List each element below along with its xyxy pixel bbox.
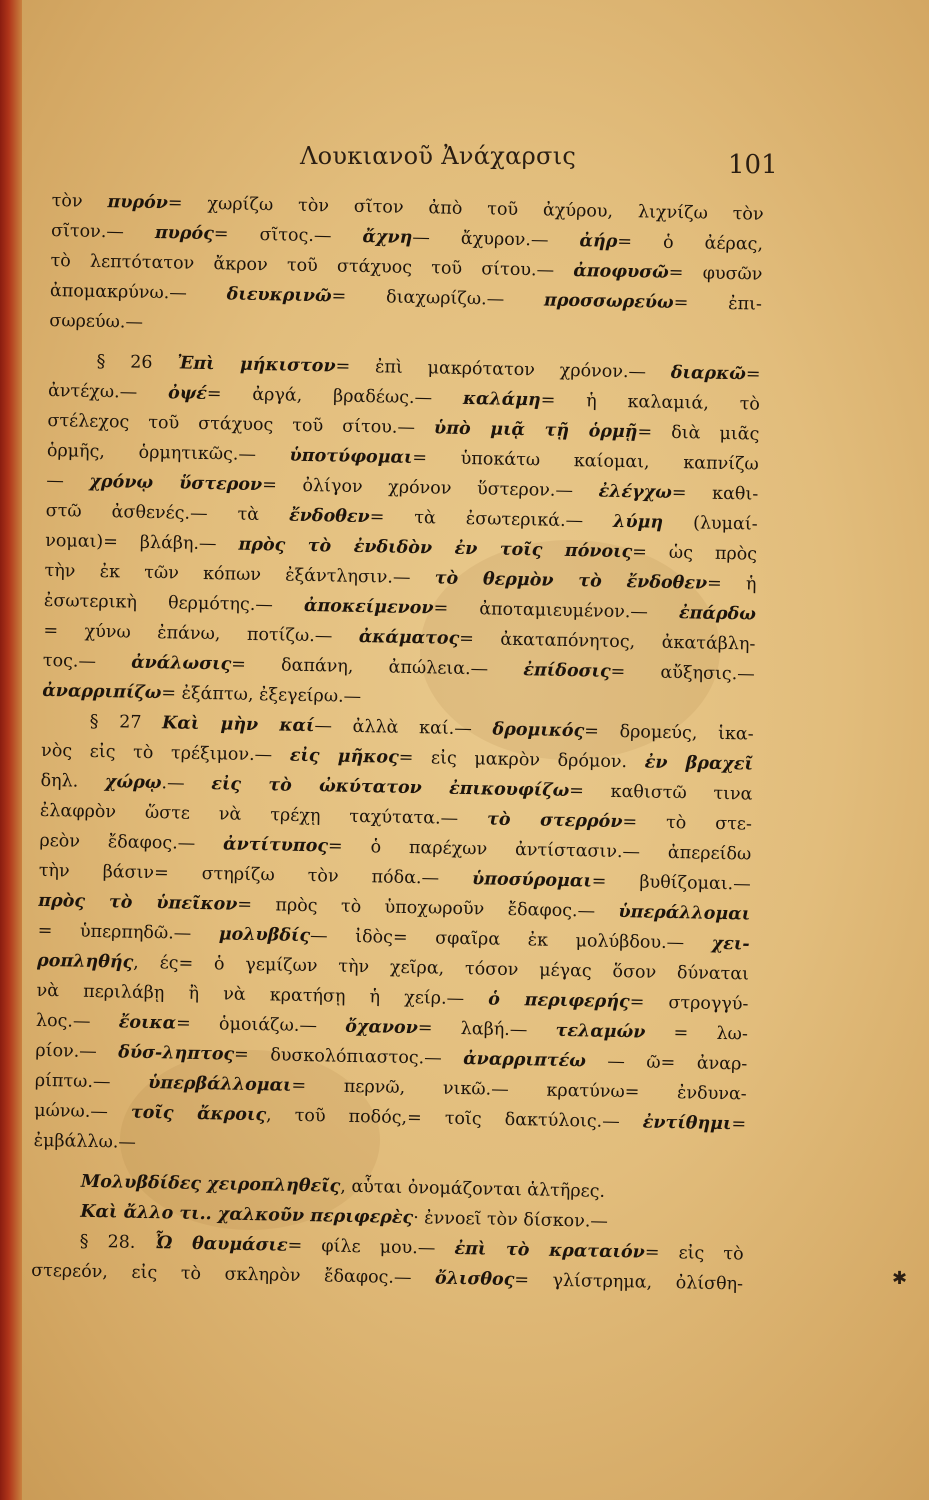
definition-text: νὰ περιλάβῃ ἢ νὰ κρατήσῃ ἡ χείρ.— <box>36 980 489 1010</box>
headword: ὄχανον <box>345 1016 419 1039</box>
definition-text: ρίον.— <box>35 1040 119 1063</box>
definition-text: ἐλαφρὸν ὥστε νὰ τρέχῃ ταχύτατα.— <box>39 800 488 830</box>
definition-text: = γλίστρημα, ὀλίσθη- <box>514 1270 744 1295</box>
definition-text: ἀπομακρύνω.— <box>49 280 227 305</box>
definition-text: = φυσῶν <box>668 262 763 285</box>
definition-text: μώνω.— <box>34 1100 132 1123</box>
headword: ὑπεράλλομαι <box>618 902 751 925</box>
headword: δρομικός <box>492 719 585 742</box>
headword: ὑποσύρομαι <box>471 869 592 892</box>
headword: χει- <box>711 933 750 955</box>
definition-text: = δαπάνη, ἀπώλεια.— <box>231 654 524 681</box>
headword: μολυβδίς <box>218 924 311 947</box>
headword: δύσ-ληπτος <box>118 1042 235 1065</box>
definition-text: = καθιστῶ τινα <box>569 781 753 805</box>
definition-text: = <box>745 364 761 385</box>
headword: ἔνδοθεν <box>288 505 370 528</box>
definition-text: τος.— <box>42 650 132 673</box>
headword: ροπληθής <box>36 950 134 973</box>
margin-mark: ✱ <box>892 1268 908 1289</box>
definition-text: = περνῶ, νικῶ.— κρατύνω= ἐνδυνα- <box>291 1075 747 1105</box>
definition-text: = τὸ στε- <box>622 812 753 835</box>
page-number: 101 <box>728 150 778 180</box>
headword: χρόνῳ ὕστερον <box>89 471 263 496</box>
definition-text: = διαχωρίζω.— <box>331 286 545 311</box>
definition-text: ρεὸν ἔδαφος.— <box>39 830 224 855</box>
definition-text: = ἡ καλαμιά, τὸ <box>540 390 761 415</box>
headword: τελαμών <box>555 1020 646 1043</box>
definition-text: = <box>731 1114 747 1135</box>
headword: ὀψέ <box>167 383 208 405</box>
definition-text: = ἀποταμιευμένον.— <box>433 598 680 624</box>
headword: ἐπίδοσις <box>523 660 611 682</box>
definition-text: = καθι- <box>671 482 759 505</box>
headword: Ὦ θαυμάσιε <box>154 1233 288 1256</box>
definition-text: , ές= ὁ γεμίζων τὴν χεῖρα, τόσον μέγας ὅσον δύναται <box>133 952 750 985</box>
definition-text: = ὁ παρέχων ἀντίστασιν.— ἀπερείδω <box>327 836 752 865</box>
definition-text: ἐμβάλλω.— <box>33 1130 137 1153</box>
definition-text: = εἰς μακρὸν δρόμον. <box>398 747 645 773</box>
definition-text: = λω- <box>645 1022 749 1045</box>
definition-text: = φίλε μου.— <box>287 1235 455 1259</box>
definition-text: τὸ λεπτότατον ἄκρον τοῦ στάχυος τοῦ σίτου.— <box>50 250 574 282</box>
headword: λύμη <box>612 511 664 533</box>
definition-text: = ὀλίγον χρόνον ὕστερον.— <box>261 475 599 502</box>
definition-text: .— <box>161 773 212 795</box>
definition-text: νομαι)= βλάβη.— <box>44 530 239 555</box>
headword: διαρκῶ <box>670 362 747 385</box>
headword: ἐλέγχω <box>598 481 673 503</box>
headword: ἀποκείμενον <box>303 595 434 619</box>
headword: ἔοικα <box>118 1012 177 1034</box>
definition-text: — ἀλλὰ καί.— <box>314 716 493 740</box>
page-header <box>0 120 929 180</box>
headword: ἀντίτυπος <box>222 834 329 857</box>
definition-text: = λαβή.— <box>417 1018 556 1041</box>
definition-text: ἀντέχω.— <box>47 380 169 404</box>
definition-text: = ὡς πρὸς <box>632 542 758 565</box>
headword: ἀήρ <box>579 231 618 252</box>
headword: ἀκάματος <box>358 626 460 649</box>
definition-text: = ὁ ἀέρας, <box>617 231 764 255</box>
headword: τὸ στερρόν <box>486 809 623 833</box>
definition-text: — ἄχυρον.— <box>412 227 580 252</box>
definition-text: ὁρμῆς, ὁρμητικῶς.— <box>46 440 290 466</box>
definition-text: (λυμαί- <box>662 512 758 535</box>
headword: ἀναρριπίζω <box>42 680 162 704</box>
running-title: Λουκιανοῦ Ἀνάχαρσις <box>300 142 577 170</box>
definition-text: = ὑποκάτω καίομαι, καπνίζω <box>412 447 759 475</box>
headword: προσσωρεύω <box>543 290 674 313</box>
definition-text: στῶ ἀσθενές.— τὰ <box>45 500 290 526</box>
headword: Καὶ ἄλλο τι.. χαλκοῦν περιφερὲς <box>80 1201 414 1229</box>
definition-text: = ὁμοιάζω.— <box>175 1013 346 1037</box>
headword: ἀναρριπτέω <box>462 1049 587 1072</box>
definition-text: = αὔξησις.— <box>610 661 755 685</box>
definition-text: — ῶ= ἀναρ- <box>585 1051 748 1075</box>
definition-text: = εἰς τὸ <box>644 1242 744 1265</box>
definition-text: = διὰ μιᾶς <box>637 422 760 445</box>
definition-text: , αὗται ὀνομάζονται ἁλτῆρες. <box>340 1176 606 1202</box>
headword: Μολυβδίδες χειροπληθεῖς <box>80 1171 341 1197</box>
headword: τὸ θερμὸν τὸ ἔνδοθεν <box>434 568 708 594</box>
definition-text: ἐσωτερικὴ θερμότης.— <box>43 590 305 616</box>
definition-text: § 27 <box>89 711 163 734</box>
headword: πυρόν <box>107 192 169 214</box>
headword: εἰς μῆκος <box>289 745 399 768</box>
definition-text: · ἐννοεῖ τὸν δίσκον.— <box>412 1208 609 1232</box>
definition-text: = τὰ ἐσωτερικά.— <box>369 507 614 532</box>
definition-text: = χύνω ἐπάνω, ποτίζω.— <box>43 620 359 647</box>
definition-text: ρίπτω.— <box>34 1070 149 1094</box>
headword: Ἐπὶ μήκιστον <box>177 353 336 377</box>
definition-text: λος.— <box>35 1010 119 1033</box>
headword: ὄλισθος <box>434 1268 515 1291</box>
headword: πρὸς τὸ ἐνδιδὸν ἐν τοῖς πόνοις <box>238 534 633 563</box>
definition-text: — <box>46 470 90 492</box>
definition-text: = ἀργά, βραδέως.— <box>206 384 464 409</box>
definition-text: = πρὸς τὸ ὑποχωροῦν ἔδαφος.— <box>237 894 619 923</box>
definition-text: = ἐπι- <box>673 292 763 315</box>
headword: χώρῳ <box>104 772 162 794</box>
definition-text: = σῖτος.— <box>213 224 363 247</box>
definition-text: = ἡ <box>706 573 757 595</box>
headword: ὑπερβάλλομαι <box>148 1073 292 1096</box>
definition-text: = στρογγύ- <box>629 992 749 1015</box>
definition-text: — ἰδὸς= σφαῖρα ἐκ μολύβδου.— <box>309 926 712 954</box>
headword: ἐν βραχεῖ <box>644 752 754 775</box>
headword: Καὶ μὴν καί <box>161 713 315 737</box>
definition-text: στερεόν, εἰς τὸ σκληρὸν ἔδαφος.— <box>30 1260 436 1289</box>
definition-text: σῖτον.— <box>50 220 156 243</box>
headword: πρὸς τὸ ὑπεῖκον <box>38 890 238 915</box>
definition-text: = ἀκαταπόνητος, ἀκατάβλη- <box>459 628 756 655</box>
definition-text: = δρομεύς, ἱκα- <box>584 721 754 745</box>
definition-text: = ἐπὶ μακρότατον χρόνον.— <box>335 356 672 383</box>
headword: τοῖς ἄκροις <box>130 1102 267 1126</box>
headword: εἰς τὸ ὠκύτατον ἐπικουφίζω <box>211 774 570 802</box>
definition-text: στέλεχος τοῦ στάχυος τοῦ σίτου.— <box>47 410 435 439</box>
headword: ἐπὶ τὸ κραταιόν <box>454 1238 645 1263</box>
headword: ἀποφυσῶ <box>573 261 669 283</box>
definition-text: = χωρίζω τὸν σῖτον ἀπὸ τοῦ ἀχύρου, λιχνίζω τὸν <box>167 193 764 225</box>
definition-text: τὴν βάσιν= στηρίζω τὸν πόδα.— <box>38 860 473 890</box>
definition-text: , τοῦ ποδός,= τοῖς δακτύλοις.— <box>265 1105 643 1133</box>
headword: πυρός <box>154 222 215 245</box>
headword: ὑποτύφομαι <box>289 445 413 468</box>
definition-text: = δυσκολόπιαστος.— <box>233 1044 464 1070</box>
glossary-text <box>31 186 764 1299</box>
definition-text: σωρεύω.— <box>49 310 144 333</box>
definition-text: = ὑπερπηδῶ.— <box>37 920 220 945</box>
definition-text: = ἐξάπτω, ἐξεγείρω.— <box>161 683 362 708</box>
definition-text: νὸς εἰς τὸ τρέξιμον.— <box>40 740 290 766</box>
headword: ἀνάλωσις <box>130 652 232 675</box>
definition-text: δηλ. <box>40 770 106 793</box>
headword: ἄχνη <box>362 226 413 248</box>
definition-text: τὸν <box>51 190 108 213</box>
headword: διευκρινῶ <box>226 284 332 307</box>
definition-text: § 28. <box>79 1231 155 1254</box>
headword: ἐπάρδω <box>678 603 757 625</box>
headword: ὁ περιφερής <box>488 989 630 1013</box>
definition-text: = βυθίζομαι.— <box>591 871 751 895</box>
definition-text: § 26 <box>96 351 178 374</box>
page-edge <box>0 0 22 1500</box>
definition-text: τὴν ἐκ τῶν κόπων ἐξάντλησιν.— <box>44 560 435 589</box>
headword: ἐντίθημι <box>642 1112 732 1135</box>
headword: ὑπὸ μιᾷ τῇ ὁρμῇ <box>433 418 638 443</box>
headword: καλάμη <box>462 388 541 411</box>
